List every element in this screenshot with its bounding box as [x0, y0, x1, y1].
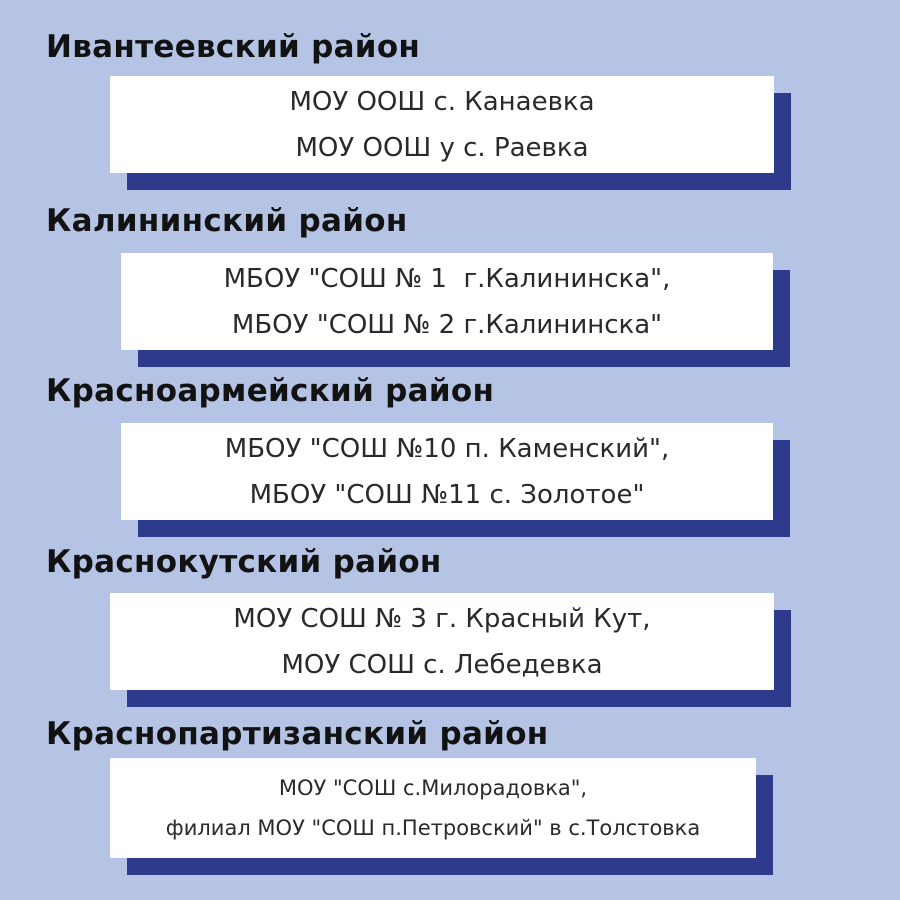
school-card-krasnokutsky [110, 593, 774, 690]
district-title-krasnoarmeysky: Красноармейский район [46, 373, 495, 409]
school-name: МОУ СОШ с. Лебедевка [281, 649, 603, 680]
school-name: МОУ ООШ у с. Раевка [295, 132, 589, 163]
school-name: МОУ ООШ с. Канаевка [289, 86, 595, 117]
school-card-kalininsky [121, 253, 773, 350]
school-name: МОУ СОШ № 3 г. Красный Кут, [233, 603, 651, 634]
school-card-ivanteevsky [110, 76, 774, 173]
district-title-ivanteevsky: Ивантеевский район [46, 29, 421, 65]
school-card-krasnopartizansky [110, 758, 756, 858]
school-card-krasnoarmeysky [121, 423, 773, 520]
school-name: филиал МОУ "СОШ п.Петровский" в с.Толстовка [165, 816, 701, 840]
school-name: МБОУ "СОШ №11 с. Золотое" [249, 479, 645, 510]
district-title-krasnokutsky: Краснокутский район [46, 544, 442, 580]
school-name: МБОУ "СОШ №10 п. Каменский", [224, 433, 670, 464]
school-name: МБОУ "СОШ № 1 г.Калининска", [223, 263, 671, 294]
district-title-krasnopartizansky: Краснопартизанский район [46, 716, 549, 752]
school-name: МОУ "СОШ с.Милорадовка", [278, 776, 588, 800]
school-name: МБОУ "СОШ № 2 г.Калининска" [231, 309, 663, 340]
district-title-kalininsky: Калининский район [46, 203, 408, 239]
